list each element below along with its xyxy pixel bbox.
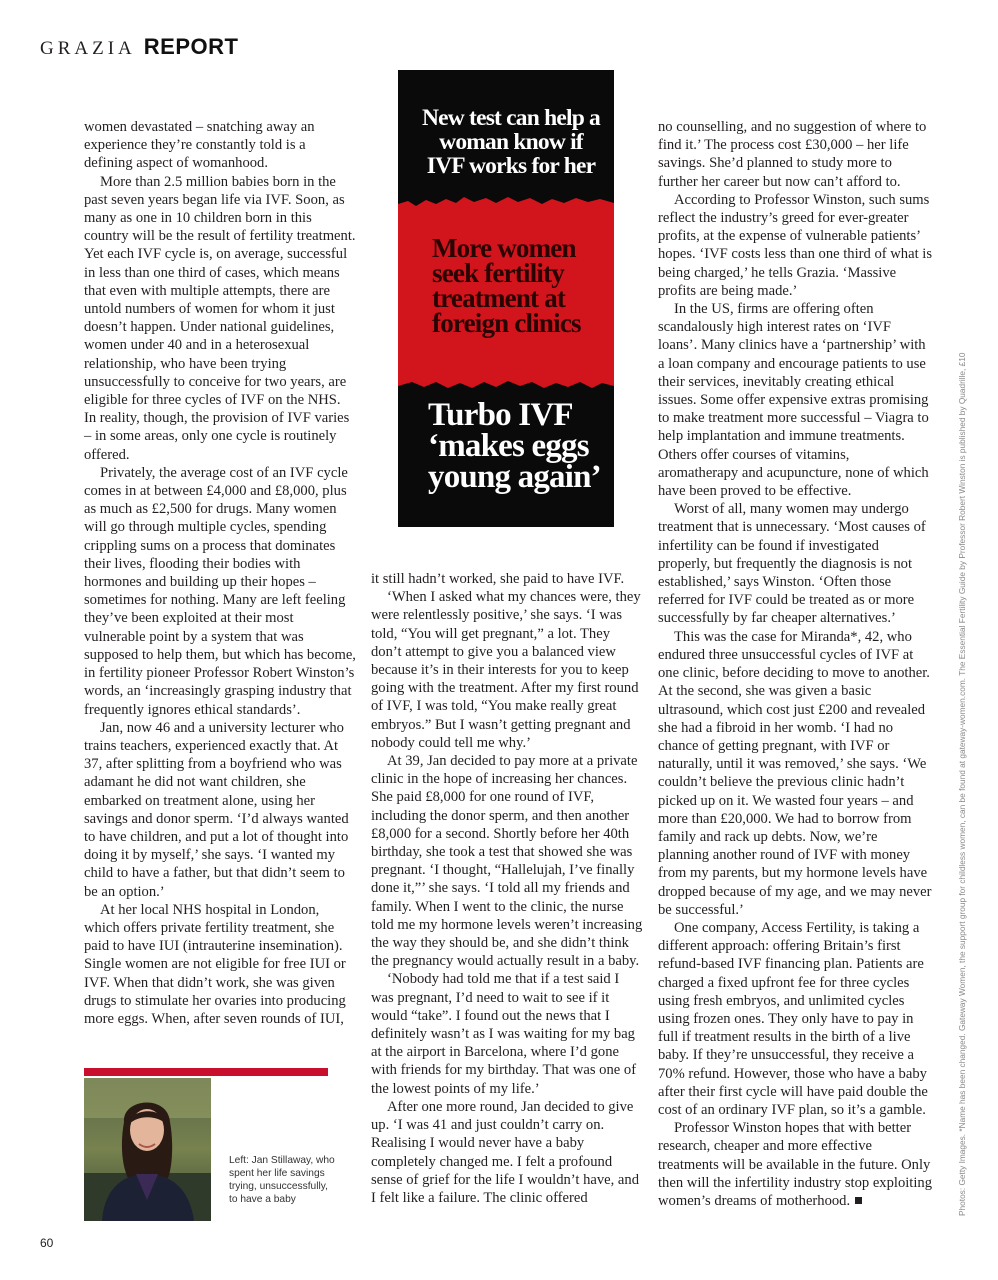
- paragraph-text: Professor Winston hopes that with better research, cheaper and more effective treatments will be available in the future. Only then will the infertility industry stop exploiting women’s dreams of motherhood.: [658, 1120, 933, 1209]
- paragraph: According to Professor Winston, such sums reflect the industry’s greed for ever-greater profits, at the expense of vulnerable patients’ hopes. ‘IVF costs less than one third of what is being charged,’ he tells Grazia. ‘Massive profits are being made.’: [658, 191, 933, 299]
- article-column-1: [84, 118, 356, 1028]
- masthead: [40, 34, 238, 62]
- portrait-photo: [84, 1078, 211, 1221]
- paragraph: no counselling, and no suggestion of where to find it.’ The process cost £30,000 – her life savings. She’d planned to study more to further her career but now can’t afford to.: [658, 119, 927, 190]
- photo-credits: Photos: Getty Images. *Name has been changed. Gateway Women, the support group for childless women, can be found at gateway-women.com. The Essential Fertility Guide by Professor Robert Winston is published by Quadrille, £10: [957, 352, 967, 1216]
- article-column-3: [658, 118, 932, 1210]
- paragraph: After one more round, Jan decided to give up. ‘I was 41 and just couldn’t carry on. Realising I would never have a baby completely changed me. I felt a profound sense of grief for the life I wouldn’t have, and I felt like a failure. The clinic offered: [371, 1098, 640, 1206]
- paragraph: women devastated – snatching away an experience they’re constantly told is a defining aspect of womanhood.: [84, 119, 315, 172]
- paragraph: In the US, firms are offering often scandalously high interest rates on ‘IVF loans’. Many clinics have a ‘partnership’ with a loan company and encourage patients to use their services, inevitably creating ethical issues. Some offer expensive extras promising to make treatment more successful – Viagra to help implantation and immune treatments. Others offer courses of vitamins, aromatherapy and acupuncture, none of which have been proved to be effective.: [658, 301, 929, 500]
- section-title: REPORT: [143, 34, 239, 59]
- photo-caption: Left: Jan Stillaway, who spent her life savings trying, unsuccessfully, to have a baby: [229, 1155, 335, 1205]
- portrait-photo-icon: [84, 1078, 211, 1221]
- paragraph: Jan, now 46 and a university lecturer who trains teachers, experienced exactly that. At 37, after splitting from a boyfriend who was adamant he did not want children, she embarked on treatment alone, using her savings and donor sperm. ‘I’d always wanted to have children, and put a lot of thought into doing it by myself,’ she says. ‘I wanted my child to have a father, but that didn’t seem to be an option.’: [84, 719, 349, 900]
- paragraph: This was the case for Miranda*, 42, who endured three unsuccessful cycles of IVF at one clinic, before deciding to move to another. At the second, she was given a basic ultrasound, which cost just £200 and revealed she had a fibroid in her womb. ‘I had no chance of getting pregnant, with IVF or naturally, until it was removed,’ she says. ‘We couldn’t believe the previous clinic hadn’t picked up on it. We wasted four years – and more than £20,000. We had to borrow from family and rack up debts. Now, we’re planning another round of IVF with money from my parents, but my hormone levels have dropped because of my age, and we may never be successful.’: [658, 628, 932, 918]
- paragraph: ‘Nobody had told me that if a test said I was pregnant, I’d need to wait to see if it would “take”. I found out the news that I definitely wasn’t as I was waiting for my bag at the airport in Barcelona, where I’d gone with friends for my birthday. That was one of the lowest points of my life.’: [371, 971, 637, 1097]
- paragraph: One company, Access Fertility, is taking a different approach: offering Britain’s first refund-based IVF financing plan. Patients are charged a fixed upfront fee for three cycles using fresh embryos, and unlimited cycles using frozen ones. They only have to pay in full if treatment results in the birth of a live baby. If they’re unsuccessful, they receive a 70% refund. However, those who have a baby after their first cycle will have paid double the cost of an ordinary IVF plan, so it’s a gamble.: [658, 919, 928, 1118]
- headline-3: Turbo IVF ‘makes eggs young again’: [428, 397, 601, 495]
- paragraph: At 39, Jan decided to pay more at a private clinic in the hope of increasing her chances. She paid £8,000 for one round of IVF, including the donor sperm, and then another £8,000 for a second. Shortly before her 40th birthday, she took a test that showed she was pregnant. ‘I thought, “Hallelujah, I’ve finally done it,”’ she says. ‘I told all my friends and family. When I went to the clinic, the nurse told me my hormone levels weren’t increasing the way they should be, and she didn’t think the pregnancy would actually result in a baby.: [371, 753, 643, 970]
- headline-collage: [398, 70, 614, 527]
- paragraph: ‘When I asked what my chances were, they were relentlessly positive,’ she says. ‘I was told, “You will get pregnant,” a lot. They don’t attempt to give you a balanced view because it’s in their interests for you to keep going with the treatment. After my first round of IVF, I was told, “You make really great embryos.” But I wasn’t getting pregnant and nobody could tell me why.’: [371, 589, 641, 751]
- magazine-logo: GRAZIA: [40, 38, 136, 59]
- paragraph: Privately, the average cost of an IVF cycle comes in at between £4,000 and £8,000, plus as much as £2,500 for drugs. Many women will go through multiple cycles, spending crippling sums on a process that dominates their lives, flooding their bodies with hormones and building up their hopes – sometimes for nothing. Many are left feeling they’ve been exploited at their most vulnerable point by a system that was supposed to help them, but which has become, in fertility pioneer Professor Robert Winston’s words, an ‘increasingly grasping industry that frequently ignores ethical standards’.: [84, 464, 356, 718]
- headline-2: More women seek fertility treatment at foreign clinics: [432, 233, 581, 338]
- page-number: 60: [40, 1236, 54, 1250]
- caption-rule: [84, 1068, 328, 1076]
- paragraph: it still hadn’t worked, she paid to have IVF.: [371, 571, 625, 587]
- paragraph: Worst of all, many women may undergo treatment that is unnecessary. ‘Most causes of infertility can be found if investigated properly, but frequently the diagnosis is not established,’ says Winston. ‘Often those referred for IVF could be treated as or more successfully by far cheaper alternatives.’: [658, 501, 926, 627]
- article-column-2: [371, 570, 643, 1207]
- headline-1: New test can help a woman know if IVF works for her: [422, 105, 600, 179]
- end-mark-icon: [855, 1197, 862, 1204]
- paragraph: At her local NHS hospital in London, which offers private fertility treatment, she paid to have IUI (intrauterine insemination). Single women are not eligible for free IUI or IVF. When that didn’t work, she was given drugs to stimulate her ovaries into producing more eggs. When, after seven rounds of IUI,: [84, 901, 346, 1027]
- paragraph: More than 2.5 million babies born in the past seven years began life via IVF. Soon, as many as one in 10 children born in this country will be the result of fertility treatment. Yet each IVF cycle is, on average, successful in less than one third of cases, which means that even with multiple attempts, there are untold numbers of women for whom it just doesn’t happen. Under national guidelines, women under 40 and in a heterosexual relationship, who have been trying unsuccessfully to conceive for two years, are eligible for three cycles of IVF on the NHS. In reality, though, the provision of IVF varies – in some areas, only one cycle is routinely offered.: [84, 173, 356, 463]
- paragraph-final: [658, 1119, 932, 1210]
